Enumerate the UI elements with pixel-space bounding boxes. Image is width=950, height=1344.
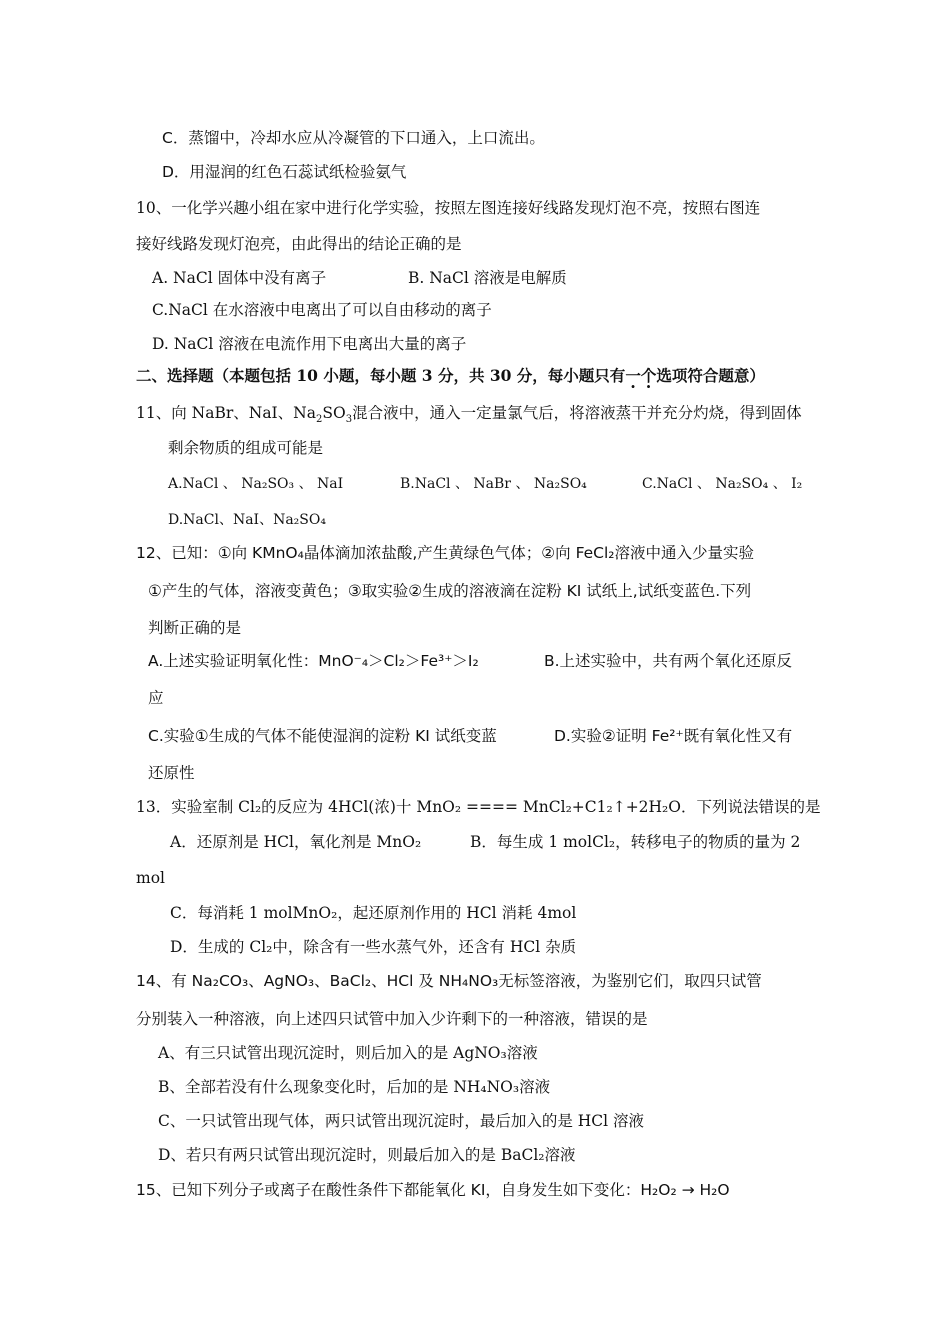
q12-option-c: C.实验①生成的气体不能使湿润的淀粉 KI 试纸变蓝 xyxy=(148,727,497,745)
q13-option-a: A．还原剂是 HCl，氧化剂是 MnO₂ xyxy=(170,833,422,851)
q11-stem-part2: SO xyxy=(322,404,346,422)
q14-option-a: A、有三只试管出现沉淀时，则后加入的是 AgNO₃溶液 xyxy=(158,1044,538,1062)
q13-option-b-cont: mol xyxy=(136,869,165,887)
q11-stem-line2: 剩余物质的组成可能是 xyxy=(168,439,324,457)
q9-option-d: D．用湿润的红色石蕊试纸检验氨气 xyxy=(162,163,407,181)
q15-stem-line1: 15、已知下列分子或离子在酸性条件下都能氧化 KI，自身发生如下变化：H₂O₂ → H₂O xyxy=(136,1181,730,1199)
section-2-heading-tail: 选项符合题意） xyxy=(656,366,765,385)
q11-stem-part1: 11、向 NaBr、NaI、Na xyxy=(136,404,316,422)
section-2-heading-text: 二、选择题（本题包括 10 小题，每小题 3 分，共 30 分，每小题只有 xyxy=(136,366,626,385)
q11-stem-line1: 11、向 NaBr、NaI、$Na_2SO_3$混合液中，通入一定量氯气后，将溶液蒸干并充分灼烧，得到固体 xyxy=(136,404,802,426)
q10-option-d: D. NaCl 溶液在电流作用下电离出大量的离子 xyxy=(152,335,467,353)
q12-option-b-cont: 应 xyxy=(148,689,164,707)
q11-option-d: D.NaCl、NaI、Na₂SO₄ xyxy=(168,512,326,528)
q12-option-b: B.上述实验中，共有两个氧化还原反 xyxy=(544,652,793,670)
section-2-heading xyxy=(136,366,765,386)
q10-stem-line1: 10、一化学兴趣小组在家中进行化学实验，按照左图连接好线路发现灯泡不亮，按照右图连 xyxy=(136,199,761,217)
q10-stem-line2: 接好线路发现灯泡亮，由此得出的结论正确的是 xyxy=(136,235,462,253)
q14-option-c: C、一只试管出现气体，两只试管出现沉淀时，最后加入的是 HCl 溶液 xyxy=(158,1112,645,1130)
q10-option-c: C.NaCl 在水溶液中电离出了可以自由移动的离子 xyxy=(152,301,492,319)
q13-stem: 13．实验室制 Cl₂的反应为 4HCl(浓)十 MnO₂ ==== MnCl₂+C1₂↑+2H₂O．下列说法错误的是 xyxy=(136,798,821,816)
q14-option-d: D、若只有两只试管出现沉淀时，则最后加入的是 BaCl₂溶液 xyxy=(158,1146,576,1164)
emphasis-dot-1: 一 xyxy=(625,366,641,385)
q13-option-d: D．生成的 Cl₂中，除含有一些水蒸气外，还含有 HCl 杂质 xyxy=(170,938,577,956)
emphasis-dot-2: 个 xyxy=(640,366,657,385)
q13-option-c: C．每消耗 1 molMnO₂，起还原剂作用的 HCl 消耗 4mol xyxy=(170,904,577,922)
q14-stem-line1: 14、有 Na₂CO₃、AgNO₃、BaCl₂、HCl 及 NH₄NO₃无标签溶液，为鉴别它们，取四只试管 xyxy=(136,972,762,990)
q12-stem-line3: 判断正确的是 xyxy=(148,619,242,637)
q13-option-b: B．每生成 1 molCl₂，转移电子的物质的量为 2 xyxy=(470,833,801,851)
q12-stem-line2: ①产生的气体，溶液变黄色；③取实验②生成的溶液滴在淀粉 KI 试纸上,试纸变蓝色.下列 xyxy=(148,582,752,600)
q11-stem-part3: 混合液中，通入一定量氯气后，将溶液蒸干并充分灼烧，得到固体 xyxy=(352,404,802,422)
q12-option-d: D.实验②证明 Fe²⁺既有氧化性又有 xyxy=(554,727,793,745)
q11-option-c: C.NaCl 、 Na₂SO₄ 、 I₂ xyxy=(642,476,803,492)
q14-stem-line2: 分别装入一种溶液，向上述四只试管中加入少许剩下的一种溶液，错误的是 xyxy=(136,1010,648,1028)
q12-stem-line1: 12、已知：①向 KMnO₄晶体滴加浓盐酸,产生黄绿色气体；②向 FeCl₂溶液中通入少量实验 xyxy=(136,544,755,562)
q10-option-b: B. NaCl 溶液是电解质 xyxy=(408,269,567,287)
q9-option-c: C．蒸馏中，冷却水应从冷凝管的下口通入，上口流出。 xyxy=(162,129,545,147)
q11-option-b: B.NaCl 、 NaBr 、 Na₂SO₄ xyxy=(400,476,587,492)
q11-option-a: A.NaCl 、 Na₂SO₃ 、 NaI xyxy=(168,476,344,492)
q12-option-d-cont: 还原性 xyxy=(148,764,195,782)
q12-option-a: A.上述实验证明氧化性：MnO⁻₄＞Cl₂＞Fe³⁺＞I₂ xyxy=(148,652,479,670)
q10-option-a: A. NaCl 固体中没有离子 xyxy=(152,269,327,287)
q14-option-b: B、全部若没有什么现象变化时，后加的是 NH₄NO₃溶液 xyxy=(158,1078,551,1096)
